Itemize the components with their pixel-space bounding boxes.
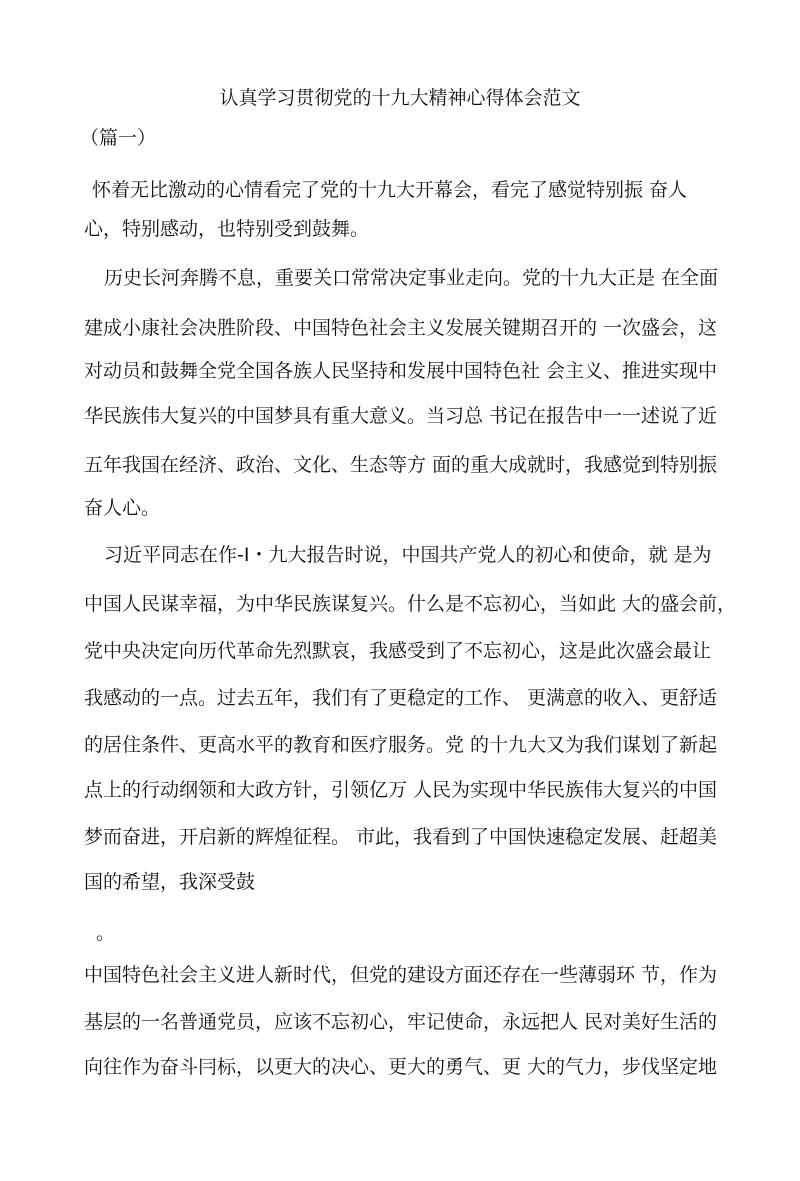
text-line-12: 我感动的一点。过去五年，我们有了更稳定的工作、 更满意的收入、更舒适 (84, 687, 718, 709)
text-line-1: 怀着无比激动的心情看完了党的十九大开幕会，看完了感觉特别振 奋人 (92, 179, 688, 201)
text-line-11: 党中央决定向历代革命先烈默哀，我感受到了不忘初心，这是此次盛会最让 (84, 640, 712, 662)
text-line-4: 建成小康社会决胜阶段、中国特色社会主义发展关键期召开的 一次盛会，这 (84, 317, 718, 339)
document-title: 认真学习贯彻党的十九大精神心得体会范文 (219, 87, 581, 109)
text-line-9: 习近平同志在作-I・九大报告时说，中国共产党人的初心和使命，就 是为 (104, 544, 712, 566)
text-line-8: 奋人心。 (84, 497, 161, 519)
text-line-10: 中国人民谋幸福，为中华民族谋复兴。什么是不忘初心，当如此 大的盛会前， (84, 593, 737, 615)
text-line-16: 国的希望，我深受鼓 (84, 871, 256, 893)
text-line-20: 向往作为奋斗冃标，以更大的决心、更大的勇气、更 大的气力，步伐坚定地 (84, 1056, 718, 1078)
text-line-14: 点上的行动纲领和大政方针，引领亿万 人民为实现中华民族伟大复兴的中国 (84, 779, 718, 801)
text-line-2: 心，特别感动，也特别受到鼓舞。 (84, 218, 370, 240)
text-line-5: 对动员和鼓舞全党全国各族人民坚持和发展中国特色社 会主义、推进实现中 (84, 360, 718, 382)
section-heading: （篇一） (80, 127, 157, 149)
text-line-13: 的居住条件、更高水平的教育和医疗服务。党 的十九大又为我们谋划了新起 (84, 734, 718, 756)
text-line-17: 。 (96, 922, 116, 944)
text-line-3: 历史长河奔腾不息，重要关口常常决定事业走向。党的十九大正是 在全面 (104, 267, 719, 289)
text-line-7: 五年我国在经济、政治、文化、生态等方 面的重大成就时，我感觉到特别振 (84, 454, 718, 476)
text-line-6: 华民族伟大复兴的中国梦具有重大意义。当习总 书记在报告中一一述说了近 (84, 405, 718, 427)
text-line-19: 基层的一名普通党员，应该不忘初心，牢记使命，永远把人 民对美好生活的 (84, 1011, 718, 1033)
text-line-18: 中国特色社会主义进人新时代，但党的建设方面还存在一些薄弱环 节，作为 (84, 964, 718, 986)
text-line-15: 梦而奋进，开启新的辉煌征程。 市此，我看到了中国快速稳定发展、赶超美 (84, 826, 718, 848)
